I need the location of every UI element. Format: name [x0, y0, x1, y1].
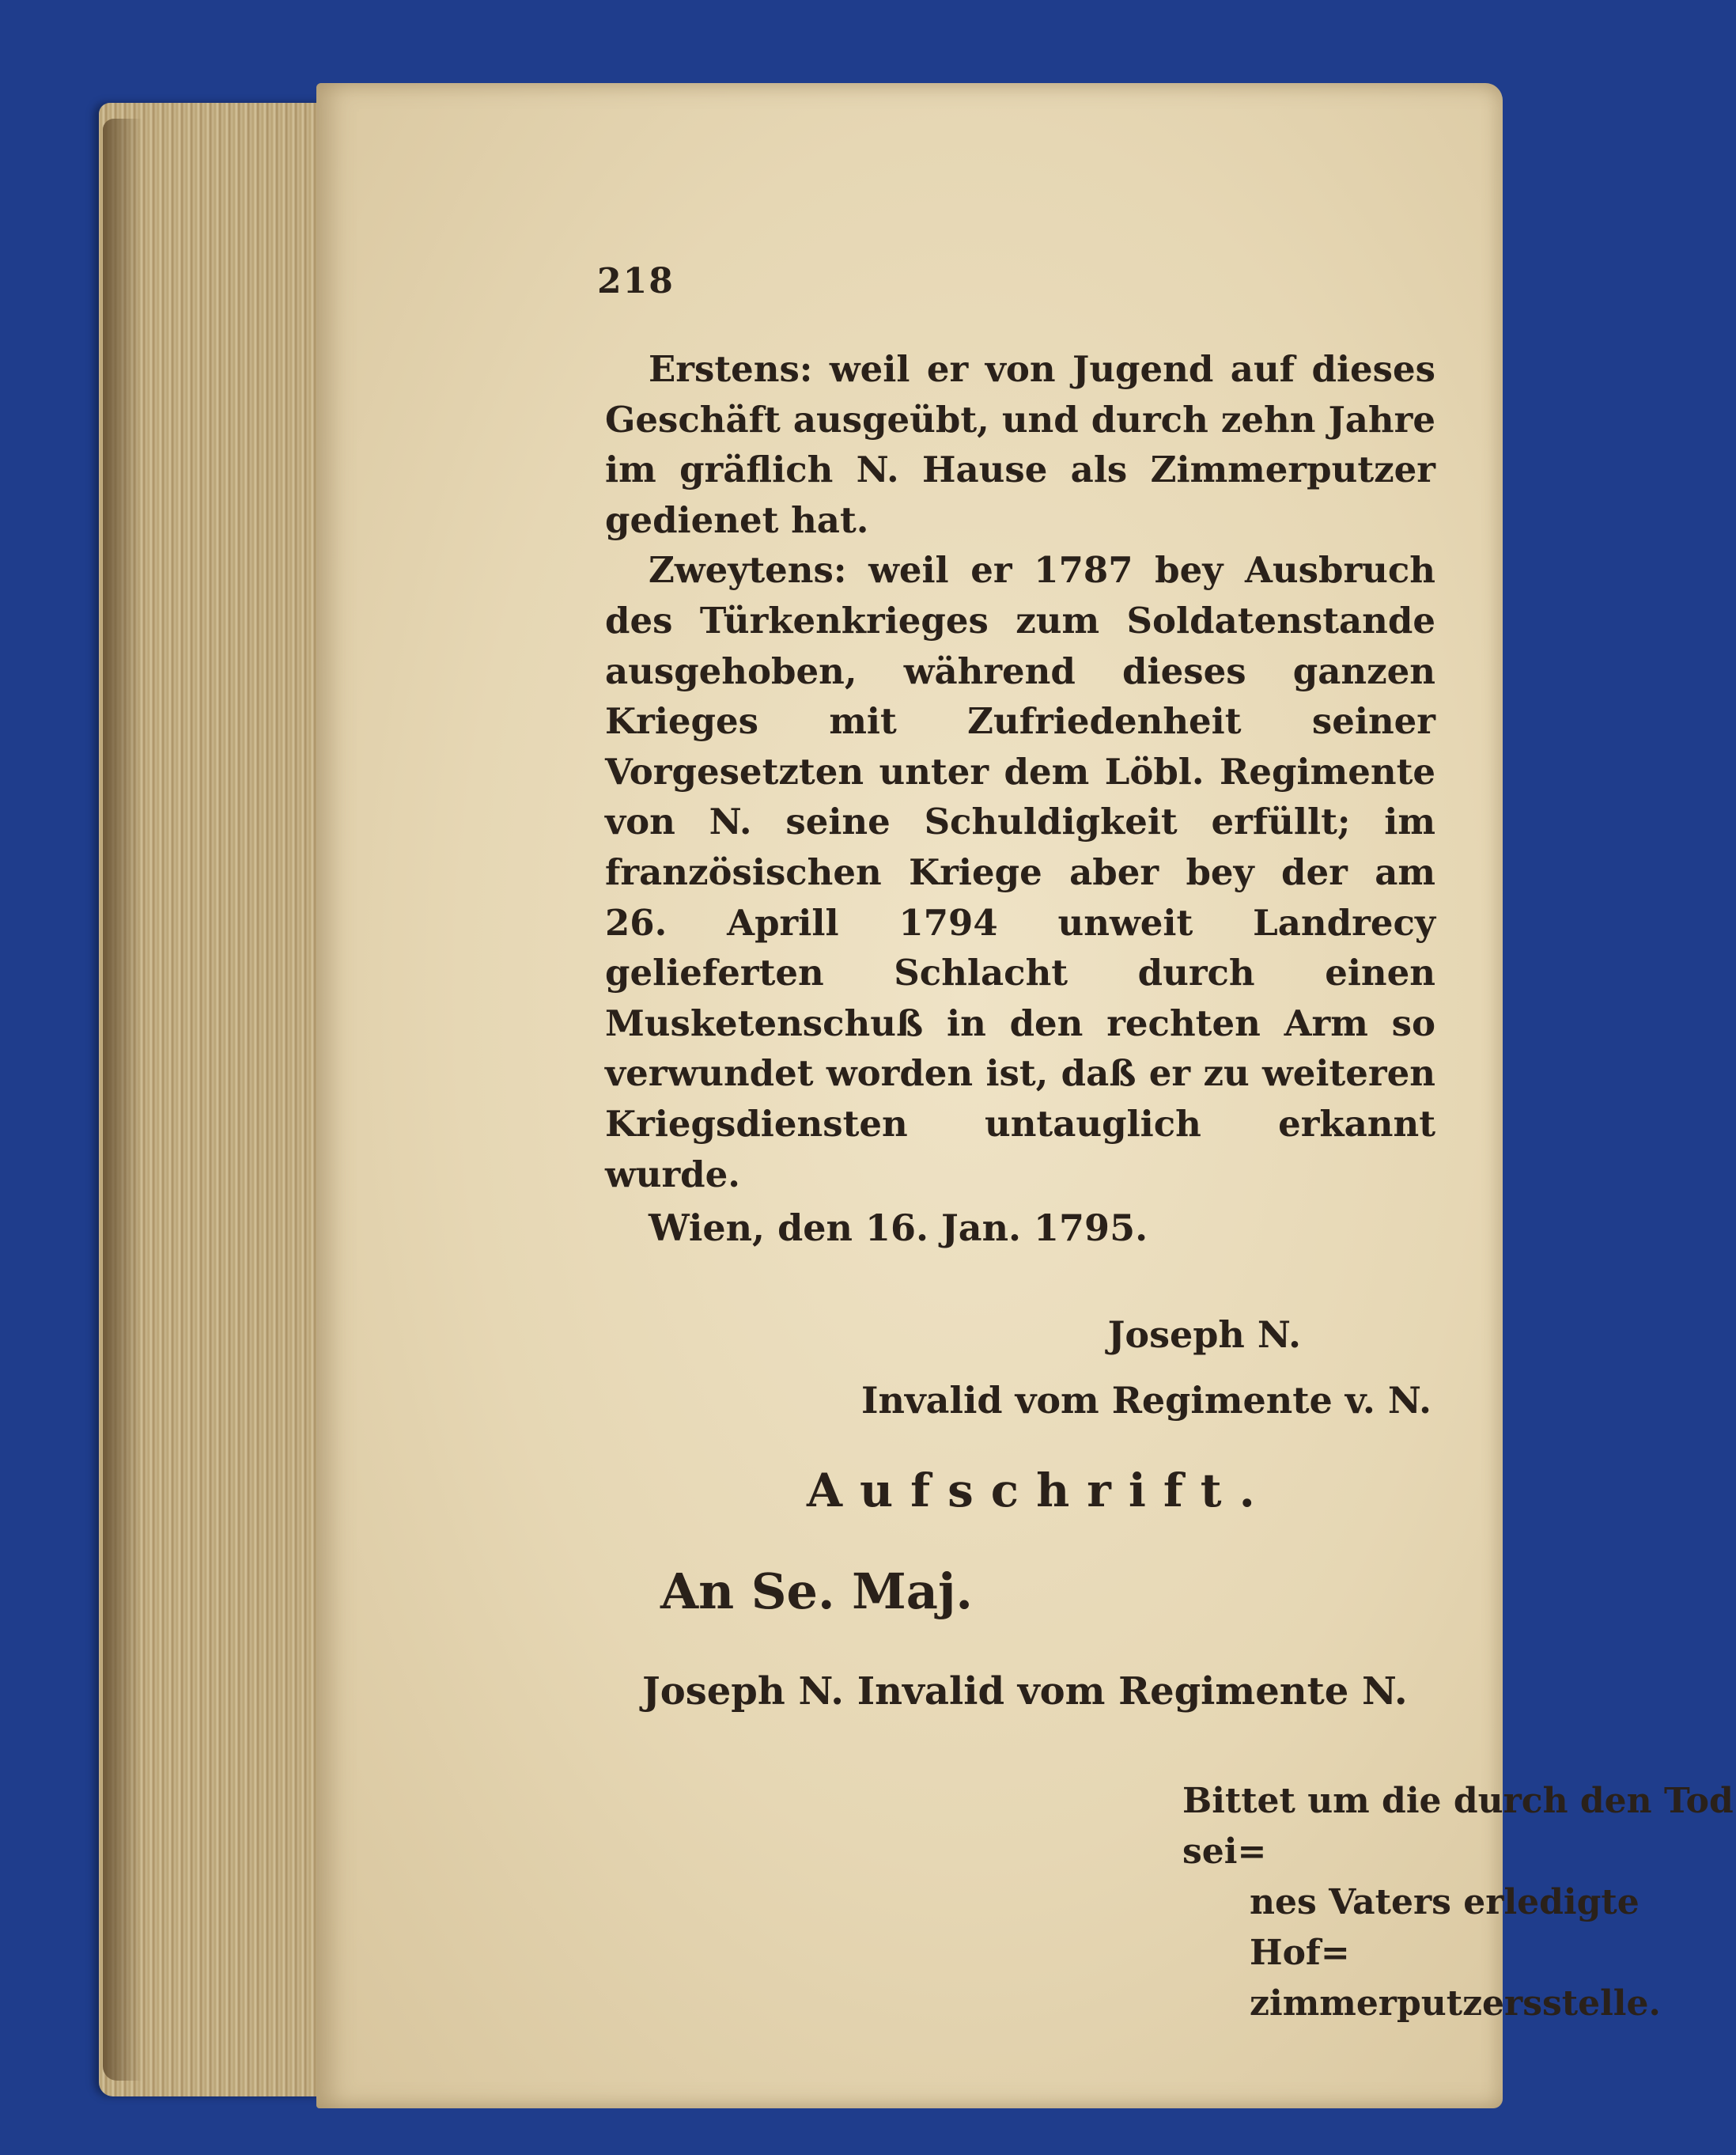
signature-title: Invalid vom Regimente v. N.	[860, 1379, 1432, 1422]
dateline: Wien, den 16. Jan. 1795.	[649, 1206, 1148, 1249]
body-text	[605, 344, 1435, 1199]
request-line: Bittet um die durch den Tod sei=	[1182, 1781, 1734, 1872]
signature-name: Joseph N.	[1107, 1313, 1301, 1356]
section-heading: Aufschrift.	[807, 1464, 1273, 1517]
paragraph-erstens: Erstens: weil er von Jugend auf dieses Geschäft ausgeübt, und durch zehn Jahre im gräflich N. Hause als Zimmerputzer gedienet hat.	[605, 348, 1435, 541]
request-text	[1182, 1776, 1736, 2029]
page-text	[316, 83, 1734, 2108]
addressee: An Se. Maj.	[660, 1562, 973, 1620]
book-page	[316, 83, 1734, 2108]
page-edges-shadow	[103, 119, 142, 2081]
paragraph-zweytens: Zweytens: weil er 1787 bey Ausbruch des Türkenkrieges zum Soldatenstande ausgehoben, während dieses ganzen Krieges mit Zufriedenheit seiner Vorgesetzten unter dem Löbl. Regimente von N. seine Schuldigkeit erfüllt; im französischen Kriege aber bey der am 26. Aprill 1794 unweit Landrecy gelieferten Schlacht durch einen Musketenschuß in den rechten Arm so verwundet worden ist, daß er zu weiteren Kriegsdiensten untauglich erkannt wurde.	[605, 549, 1435, 1195]
petitioner-line: Joseph N. Invalid vom Regimente N.	[642, 1669, 1408, 1714]
request-line: nes Vaters erledigte Hof=	[1250, 1882, 1640, 1973]
page-number: 218	[597, 261, 675, 301]
request-line: zimmerputzersstelle.	[1250, 1983, 1661, 2024]
